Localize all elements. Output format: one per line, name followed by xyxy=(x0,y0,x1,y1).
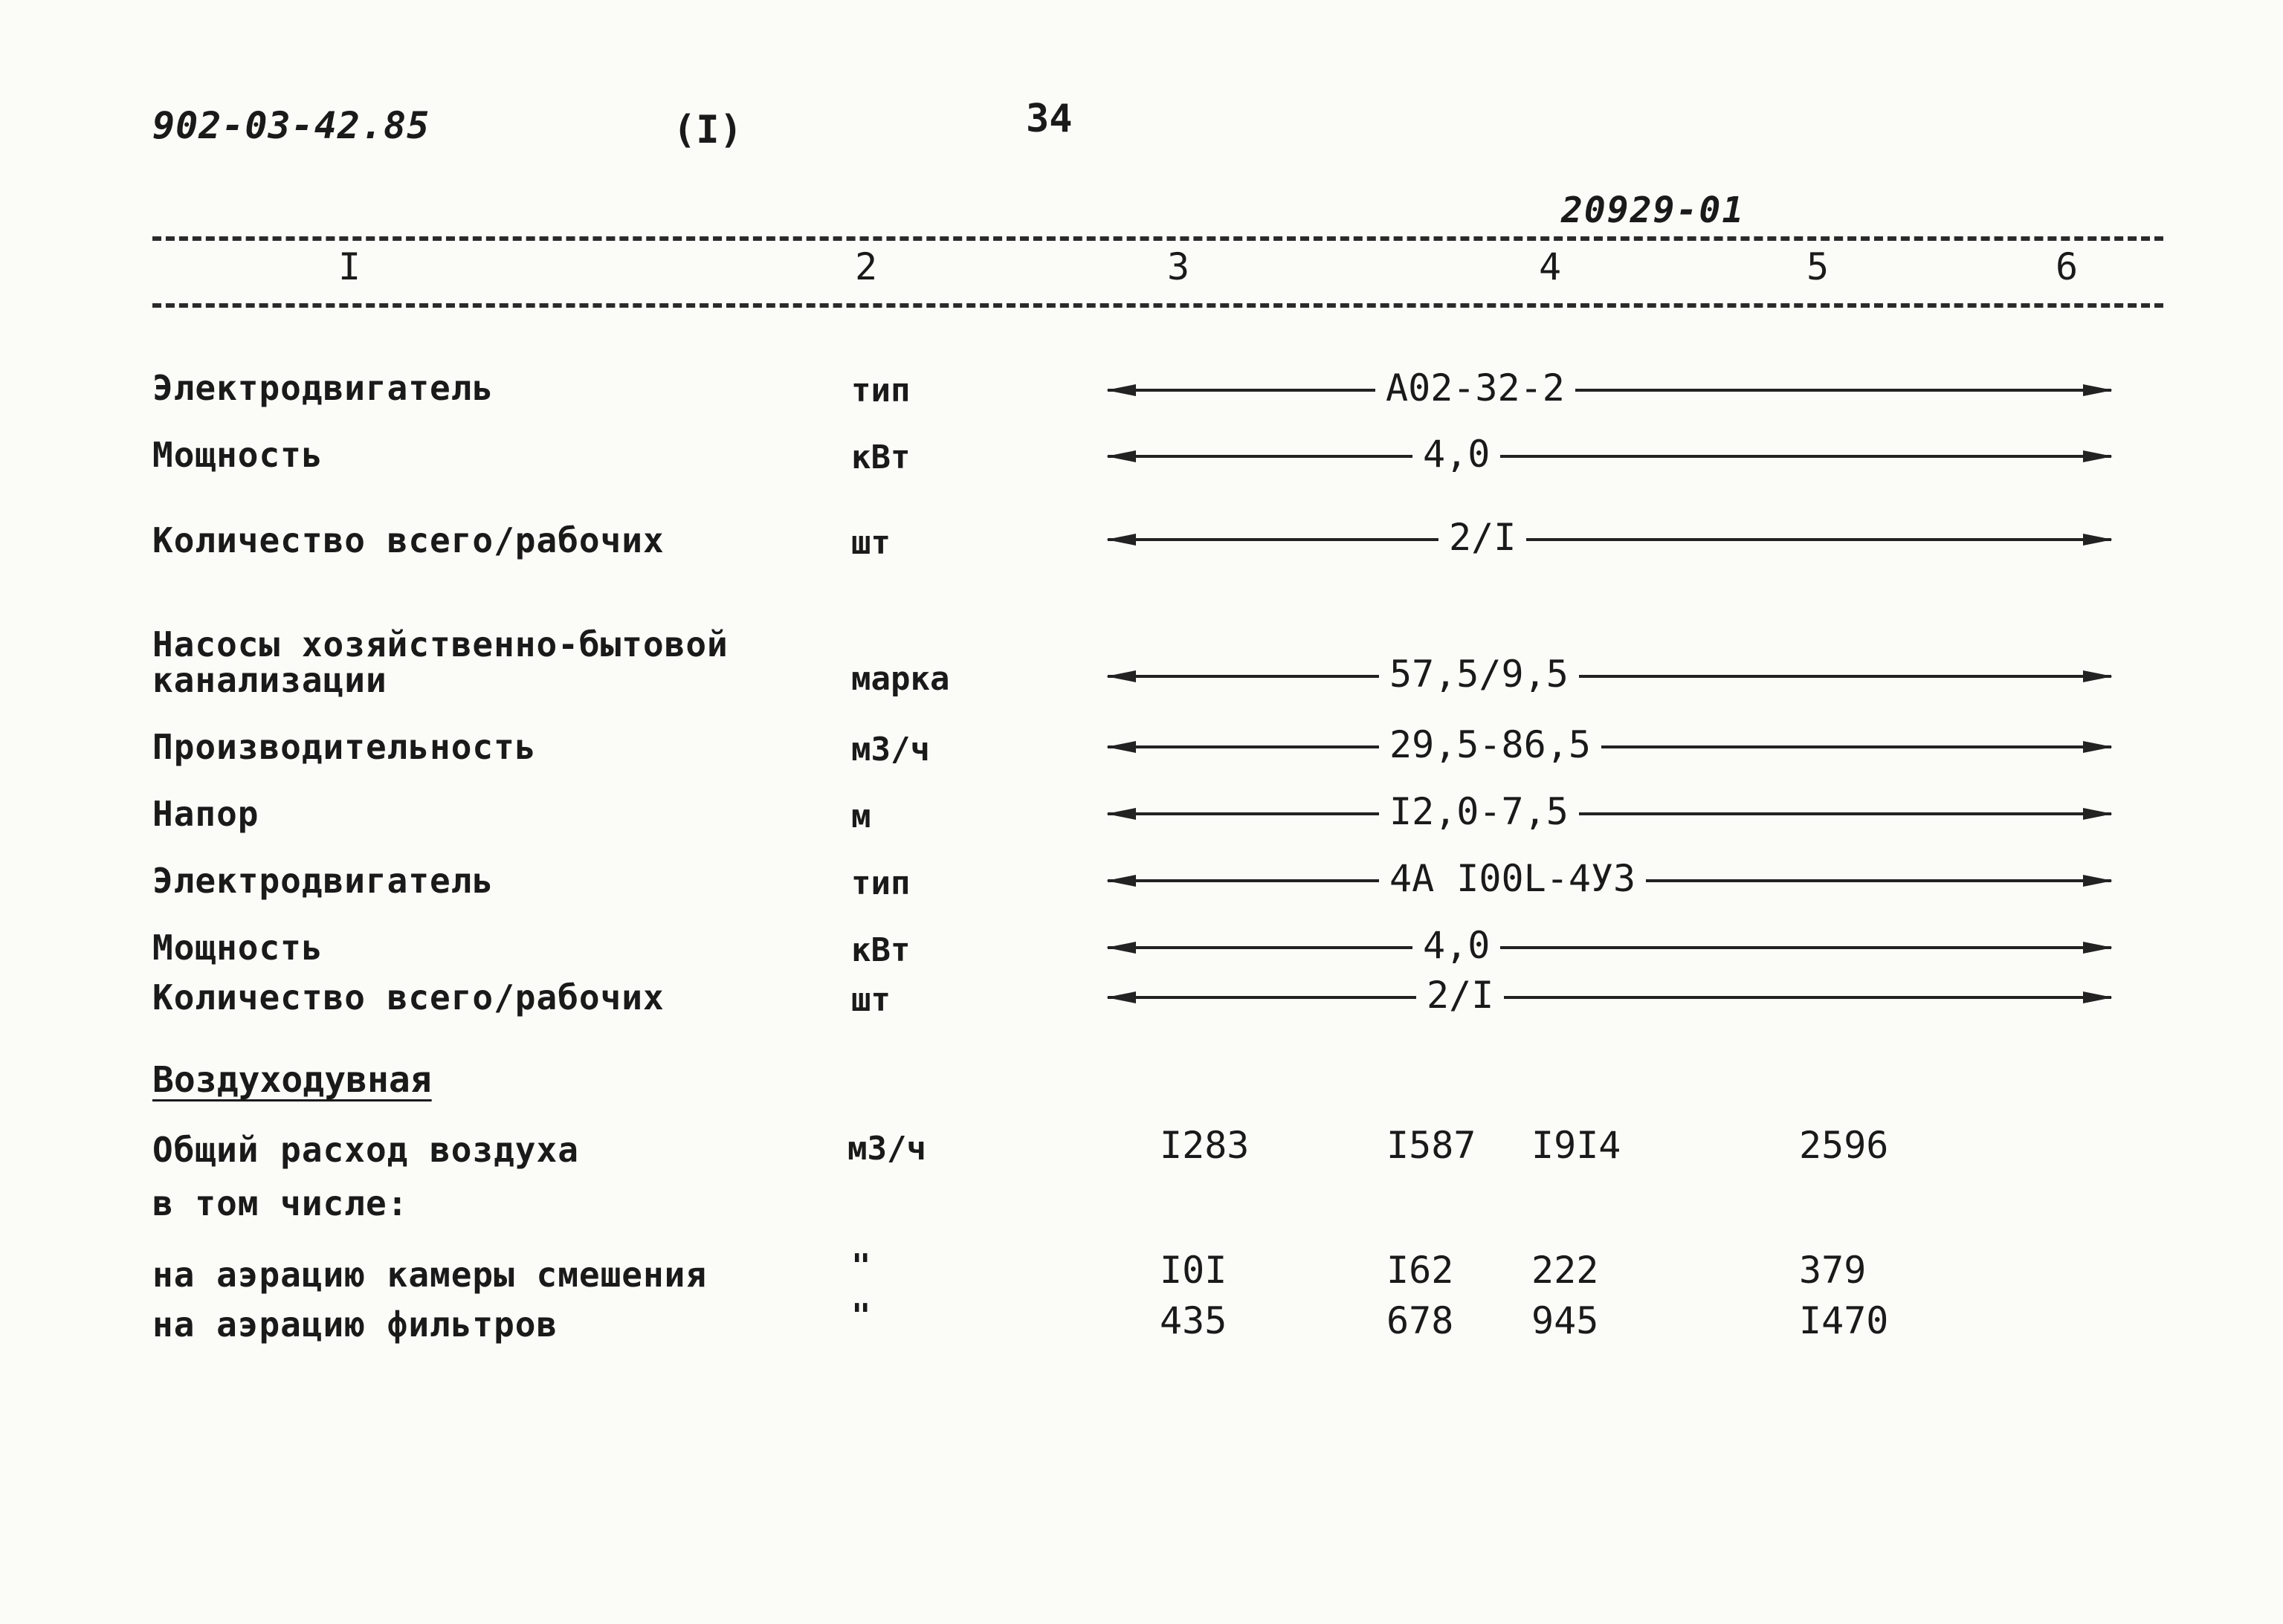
row-value: 2/I xyxy=(1438,516,1526,559)
row-unit: тип xyxy=(851,864,911,902)
row-unit: марка xyxy=(851,660,950,698)
row-label: Количество всего/рабочих xyxy=(152,977,665,1018)
column-number-4: 4 xyxy=(1539,245,1562,288)
row-label: Мощность xyxy=(152,435,323,475)
album-number: 20929-01 xyxy=(1561,190,1746,231)
air-row-label: на аэрацию камеры смешения xyxy=(152,1255,708,1295)
row-value: 4А I00L-4У3 xyxy=(1379,857,1646,900)
column-number-1: I xyxy=(338,245,361,288)
row-unit: м3/ч xyxy=(851,731,930,769)
air-row-label: на аэрацию фильтров xyxy=(152,1304,558,1345)
row-unit: кВт xyxy=(851,439,911,476)
air-value-col5: 379 xyxy=(1799,1249,1867,1292)
row-unit: тип xyxy=(851,372,911,410)
column-number-3: 3 xyxy=(1167,245,1190,288)
row-label: Электродвигатель xyxy=(152,861,494,901)
row-value: А02-32-2 xyxy=(1375,366,1575,410)
row-value: 4,0 xyxy=(1412,924,1500,967)
row-label: Производительность xyxy=(152,727,537,767)
row-unit: м xyxy=(851,798,871,835)
air-value-col4b: 945 xyxy=(1531,1299,1599,1342)
air-row-unit: " xyxy=(851,1297,871,1335)
row-label: Мощность xyxy=(152,928,323,968)
air-row-label: Общий расход воздуха xyxy=(152,1130,579,1170)
air-value-col3: I0I xyxy=(1160,1249,1227,1292)
row-label: Напор xyxy=(152,794,259,834)
air-value-col4b: I9I4 xyxy=(1531,1124,1621,1167)
row-value: 57,5/9,5 xyxy=(1379,653,1579,696)
column-number-2: 2 xyxy=(855,245,878,288)
row-value: 4,0 xyxy=(1412,433,1500,476)
air-value-col4a: 678 xyxy=(1386,1299,1454,1342)
document-code: 902-03-42.85 xyxy=(152,104,430,147)
row-value: 2/I xyxy=(1416,974,1504,1017)
air-value-col5: 2596 xyxy=(1799,1124,1889,1167)
air-value-col4a: I62 xyxy=(1386,1249,1454,1292)
air-value-col4a: I587 xyxy=(1386,1124,1476,1167)
air-row-unit: " xyxy=(851,1247,871,1285)
column-number-6: 6 xyxy=(2056,245,2079,288)
row-unit: шт xyxy=(851,524,891,562)
column-number-5: 5 xyxy=(1806,245,1830,288)
row-label: Количество всего/рабочих xyxy=(152,520,665,560)
row-value: I2,0-7,5 xyxy=(1379,790,1579,833)
sheet-indicator: (I) xyxy=(673,108,743,152)
row-unit: кВт xyxy=(851,931,911,969)
air-value-col3: I283 xyxy=(1160,1124,1250,1167)
row-unit: шт xyxy=(851,981,891,1019)
row-label-line2: канализации xyxy=(152,660,387,700)
air-row-unit: м3/ч xyxy=(847,1130,926,1168)
page-number: 34 xyxy=(1026,97,1073,141)
row-label: Электродвигатель xyxy=(152,368,494,408)
air-value-col4b: 222 xyxy=(1531,1249,1599,1292)
air-value-col3: 435 xyxy=(1160,1299,1227,1342)
air-row-label: в том числе: xyxy=(152,1183,409,1223)
row-value: 29,5-86,5 xyxy=(1379,723,1601,766)
row-label-line1: Насосы хозяйственно-бытовой xyxy=(152,624,729,664)
section-title: Воздуходувная xyxy=(152,1059,432,1101)
air-value-col5: I470 xyxy=(1799,1299,1889,1342)
